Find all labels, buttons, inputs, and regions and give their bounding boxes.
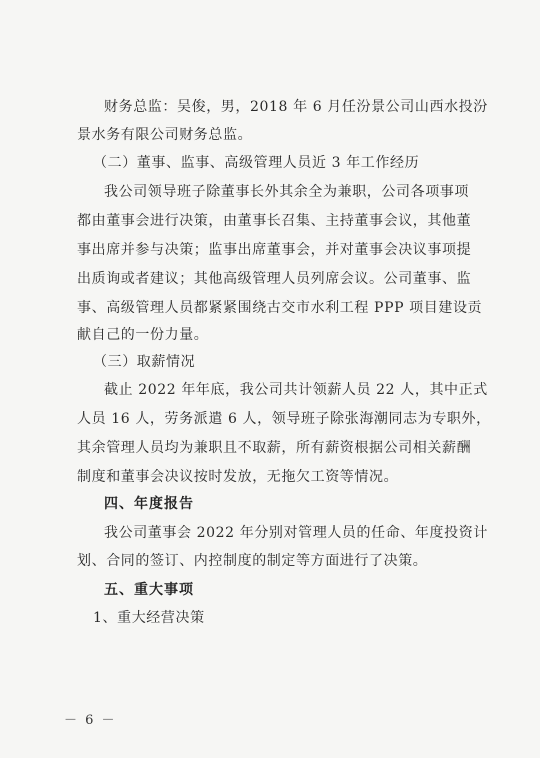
numbered-item: 1、重大经营决策 (93, 610, 205, 626)
section-subheading: （三）取薪情况 (93, 354, 196, 370)
paragraph-line: 其余管理人员均为兼职且不取薪，所有薪资根据公司相关薪酬 (77, 440, 472, 456)
section-subheading: （二）董事、监事、高级管理人员近 3 年工作经历 (93, 155, 420, 171)
paragraph-line: 截止 2022 年年底，我公司共计领薪人员 22 人，其中正式 (104, 382, 488, 398)
paragraph-line: 献自己的一份力量。 (77, 327, 209, 343)
paragraph-line: 景水务有限公司财务总监。 (77, 127, 253, 143)
paragraph-line: 我公司董事会 2022 年分别对管理人员的任命、年度投资计 (104, 525, 488, 541)
paragraph-line: 事出席并参与决策；监事出席董事会，并对董事会决议事项提 (77, 242, 472, 258)
section-heading: 五、重大事项 (104, 582, 194, 598)
section-heading: 四、年度报告 (104, 496, 194, 512)
paragraph-line: 人员 16 人，劳务派遣 6 人，领导班子除张海潮同志为专职外， (77, 411, 491, 427)
paragraph-line: 划、合同的签订、内控制度的制定等方面进行了决策。 (77, 553, 428, 569)
paragraph-line: 事、高级管理人员都紧紧围绕古交市水利工程 PPP 项目建设贡 (77, 300, 483, 316)
paragraph-line: 制度和董事会决议按时发放，无拖欠工资等情况。 (77, 469, 399, 485)
paragraph-line: 我公司领导班子除董事长外其余全为兼职，公司各项事项 (104, 184, 469, 200)
page-number: － 6 － (64, 713, 117, 728)
paragraph-line: 财务总监：吴俊，男，2018 年 6 月任汾景公司山西水投汾 (104, 99, 488, 115)
paragraph-line: 出质询或者建议；其他高级管理人员列席会议。公司董事、监 (77, 271, 472, 287)
paragraph-line: 都由董事会进行决策，由董事长召集、主持董事会议，其他董 (77, 213, 472, 229)
